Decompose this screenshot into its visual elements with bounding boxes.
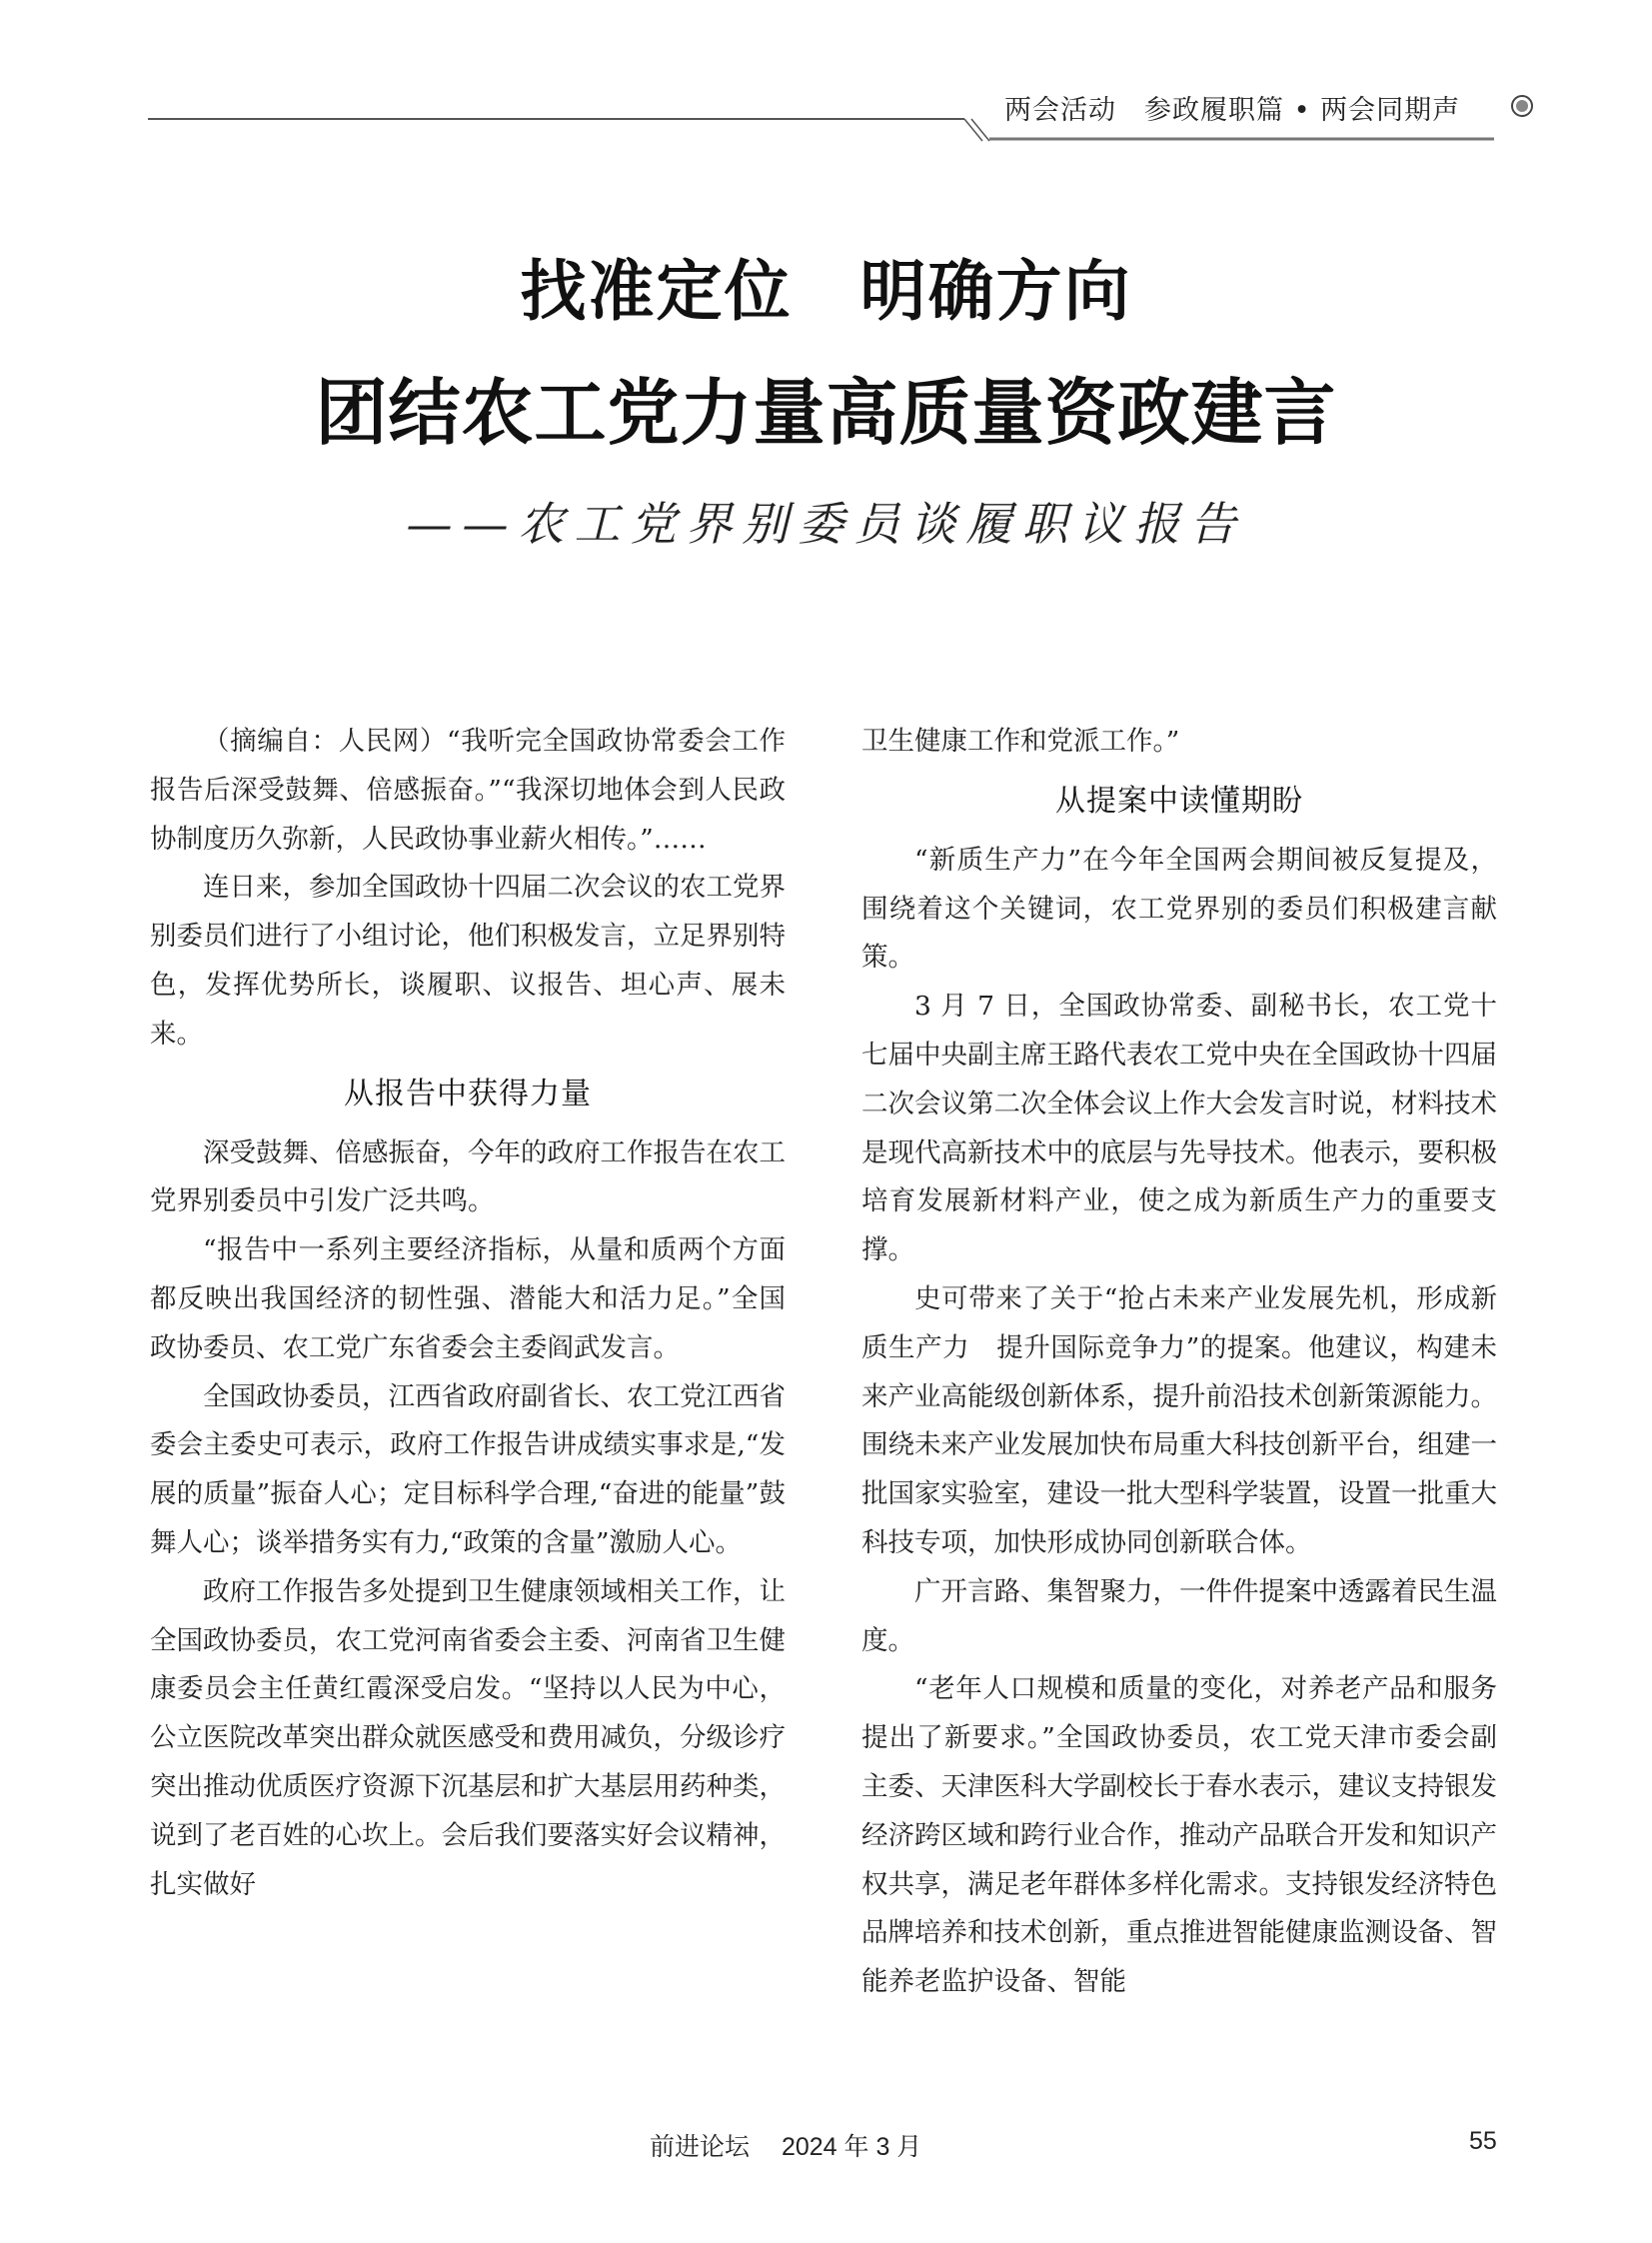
body-paragraph: “报告中一系列主要经济指标，从量和质两个方面都反映出我国经济的韧性强、潜能大和活力足。”全国政协委员、农工党广东省委会主委阎武发言。 (150, 1234, 786, 1363)
page-number: 55 (1469, 2127, 1497, 2155)
article-subtitle: ——农工党界别委员谈履职议报告 (406, 497, 1246, 551)
body-paragraph: 广开言路、集智聚力，一件件提案中透露着民生温度。 (861, 1575, 1497, 1656)
body-paragraph: 史可带来了关于“抢占未来产业发展先机，形成新质生产力 提升国际竞争力”的提案。他建议，构建未来产业高能级创新体系，提升前沿技术创新策源能力。围绕未来产业发展加快布局重大科技创新平台，组建一批国家实验室，建设一批大型科学装置，设置一批重大科技专项，加快形成协同创新联合体。 (861, 1282, 1497, 1558)
left-column (150, 718, 786, 1909)
header-rule (0, 0, 1652, 150)
body-paragraph: “新质生产力”在今年全国两会期间被反复提及，围绕着这个关键词，农工党界别的委员们积极建言献策。 (861, 844, 1497, 974)
article-title-line-2: 团结农工党力量高质量资政建言 (315, 371, 1337, 455)
body-paragraph: 全国政协委员，江西省政府副省长、农工党江西省委会主委史可表示，政府工作报告讲成绩实事求是,“发展的质量”振奋人心；定目标科学合理,“奋进的能量”鼓舞人心；谈举措务实有力,“政策的含量”激励人心。 (150, 1380, 786, 1558)
body-paragraph: 卫生健康工作和党派工作。” (861, 726, 1180, 757)
body-paragraph: “老年人口规模和质量的变化，对养老产品和服务提出了新要求。”全国政协委员，农工党天津市委会副主委、天津医科大学副校长于春水表示，建议支持银发经济跨区域和跨行业合作，推动产品联合开发和知识产权共享，满足老年群体多样化需求。支持银发经济特色品牌培养和技术创新，重点推进智能健康监测设备、智能养老监护设备、智能 (861, 1673, 1497, 1998)
running-header (0, 0, 1652, 150)
body-paragraph: 深受鼓舞、倍感振奋，今年的政府工作报告在农工党界别委员中引发广泛共鸣。 (150, 1136, 786, 1217)
footer-publication: 前进论坛 2024 年 3 月 (650, 2133, 922, 2161)
body-paragraph: （摘编自：人民网）“我听完全国政协常委会工作报告后深受鼓舞、倍感振奋。”“我深切地体会到人民政协制度历久弥新，人民政协事业薪火相传。”…… (150, 726, 786, 855)
target-circle-icon (1511, 95, 1533, 117)
body-paragraph: 3 月 7 日，全国政协常委、副秘书长，农工党十七届中央副主席王路代表农工党中央在全国政协十四届二次会议第二次全体会议上作大会发言时说，材料技术是现代高新技术中的底层与先导技术。他表示，要积极培育发展新材料产业，使之成为新质生产力的重要支撑。 (861, 991, 1497, 1266)
body-paragraph: 连日来，参加全国政协十四届二次会议的农工党界别委员们进行了小组讨论，他们积极发言，立足界别特色，发挥优势所长，谈履职、议报告、坦心声、展未来。 (150, 872, 786, 1050)
right-column (861, 718, 1497, 2007)
section-heading: 从报告中获得力量 (344, 1076, 592, 1112)
section-label: 两会活动 参政履职篇 • 两会同期声 (1004, 95, 1461, 126)
section-heading: 从提案中读懂期盼 (1055, 783, 1303, 819)
article-title-line-1: 找准定位 明确方向 (520, 253, 1132, 330)
body-paragraph: 政府工作报告多处提到卫生健康领域相关工作，让全国政协委员，农工党河南省委会主委、河南省卫生健康委员会主任黄红霞深受启发。“坚持以人民为中心，公立医院改革突出群众就医感受和费用减负，分级诊疗突出推动优质医疗资源下沉基层和扩大基层用药种类，说到了老百姓的心坎上。会后我们要落实好会议精神，扎实做好 (150, 1575, 786, 1900)
